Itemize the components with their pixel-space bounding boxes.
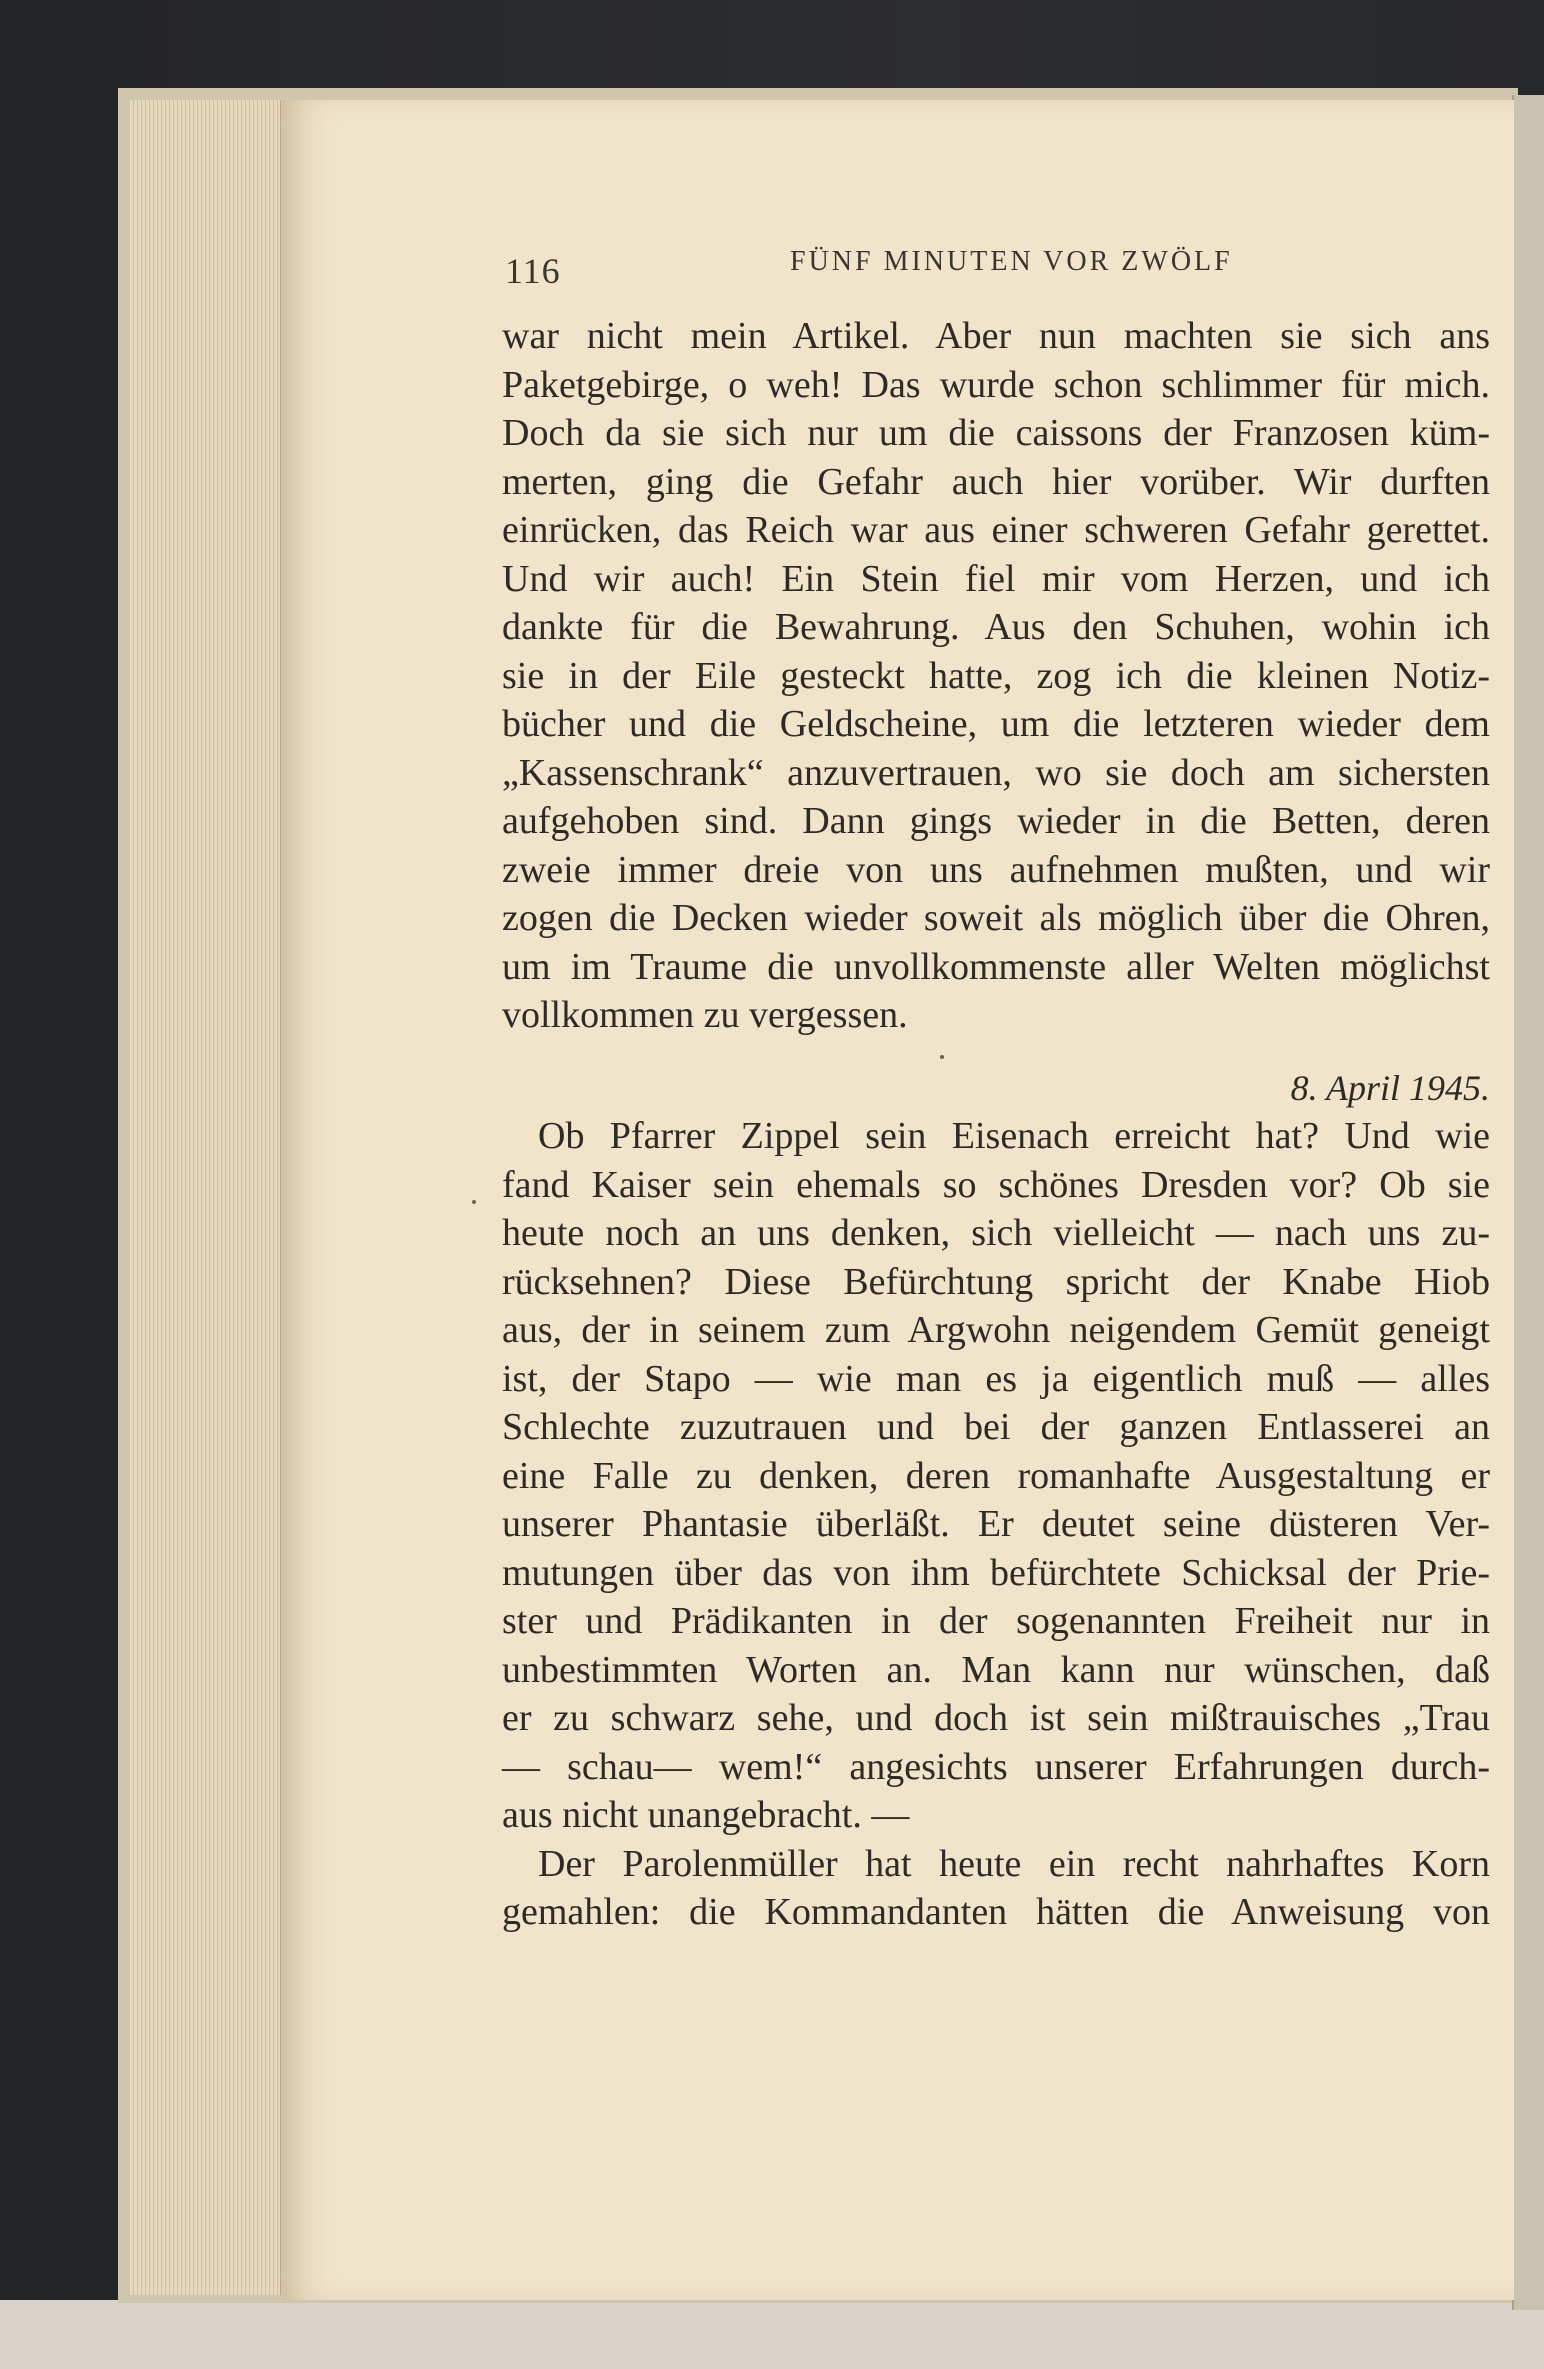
text-line: zweie immer dreie von uns aufnehmen mußten, und wir: [502, 848, 1490, 891]
text-line: er zu schwarz sehe, und doch ist sein mißtrauisches „Trau: [502, 1697, 1490, 1739]
text-line: unserer Phantasie überläßt. Er deutet seine düsteren Ver-: [502, 1503, 1490, 1545]
text-line: Schlechte zuzutrauen und bei der ganzen Entlasserei an: [502, 1406, 1490, 1448]
table-surface: [0, 2300, 1544, 2369]
text-line: Ob Pfarrer Zippel sein Eisenach erreicht hat? Und wie: [538, 1115, 1490, 1157]
text-line: eine Falle zu denken, deren romanhafte Ausgestaltung er: [502, 1454, 1490, 1497]
text-line: fand Kaiser sein ehemals so schönes Dresden vor? Ob sie: [502, 1163, 1490, 1206]
page-text: [502, 312, 1490, 1937]
text-line: rücksehnen? Diese Befürchtung spricht der Knabe Hiob: [502, 1260, 1490, 1303]
text-line: „Kassenschrank“ anzuvertrauen, wo sie doch am sichersten: [502, 751, 1490, 794]
text-line: dankte für die Bewahrung. Aus den Schuhen, wohin ich: [502, 606, 1490, 648]
paper-speck: [940, 1055, 944, 1059]
diary-date: 8. April 1945.: [1290, 1067, 1490, 1108]
book-cover-edge: [1512, 95, 1544, 2310]
text-line: vollkommen zu vergessen.: [502, 994, 908, 1036]
paragraph: [502, 1840, 1490, 1937]
running-title: FÜNF MINUTEN VOR ZWÖLF: [790, 246, 1233, 277]
text-line: bücher und die Geldscheine, um die letzteren wieder dem: [502, 703, 1490, 745]
paper-speck: [472, 1200, 476, 1204]
text-line: war nicht mein Artikel. Aber nun machten sie sich ans: [502, 315, 1490, 357]
text-line: Der Parolenmüller hat heute ein recht nahrhaftes Korn: [538, 1842, 1490, 1885]
text-line: aus, der in seinem zum Argwohn neigendem Gemüt geneigt: [502, 1309, 1490, 1351]
text-line: um im Traume die unvollkommenste aller Welten möglichst: [502, 945, 1490, 988]
text-line: ist, der Stapo — wie man es ja eigentlich muß — alles: [502, 1357, 1490, 1400]
text-line: Doch da sie sich nur um die caissons der Franzosen küm-: [502, 412, 1490, 454]
text-line: heute noch an uns denken, sich vielleicht — nach uns zu-: [502, 1212, 1490, 1254]
text-line: aus nicht unangebracht. —: [502, 1794, 910, 1836]
text-line: — schau— wem!“ angesichts unserer Erfahrungen durch-: [502, 1745, 1490, 1788]
text-line: ster und Prädikanten in der sogenannten Freiheit nur in: [502, 1600, 1490, 1642]
text-line: einrücken, das Reich war aus einer schweren Gefahr gerettet.: [502, 509, 1490, 551]
text-line: Und wir auch! Ein Stein fiel mir vom Herzen, und ich: [502, 557, 1490, 600]
section-gap: [502, 1040, 1490, 1064]
text-line: mutungen über das von ihm befürchtete Schicksal der Prie-: [502, 1551, 1490, 1594]
page-number: 116: [505, 251, 561, 291]
paragraph: [502, 1112, 1490, 1840]
text-line: unbestimmten Worten an. Man kann nur wünschen, daß: [502, 1648, 1490, 1691]
text-line: gemahlen: die Kommandanten hätten die Anweisung von: [502, 1891, 1490, 1933]
text-line: Paketgebirge, o weh! Das wurde schon schlimmer für mich.: [502, 363, 1490, 406]
text-line: zogen die Decken wieder soweit als möglich über die Ohren,: [502, 897, 1490, 939]
page-edges: [130, 100, 281, 2295]
paragraph: [502, 312, 1490, 1040]
text-line: merten, ging die Gefahr auch hier vorüber. Wir durften: [502, 460, 1490, 503]
text-line: sie in der Eile gesteckt hatte, zog ich die kleinen Notiz-: [502, 654, 1490, 697]
text-line: aufgehoben sind. Dann gings wieder in die Betten, deren: [502, 800, 1490, 842]
